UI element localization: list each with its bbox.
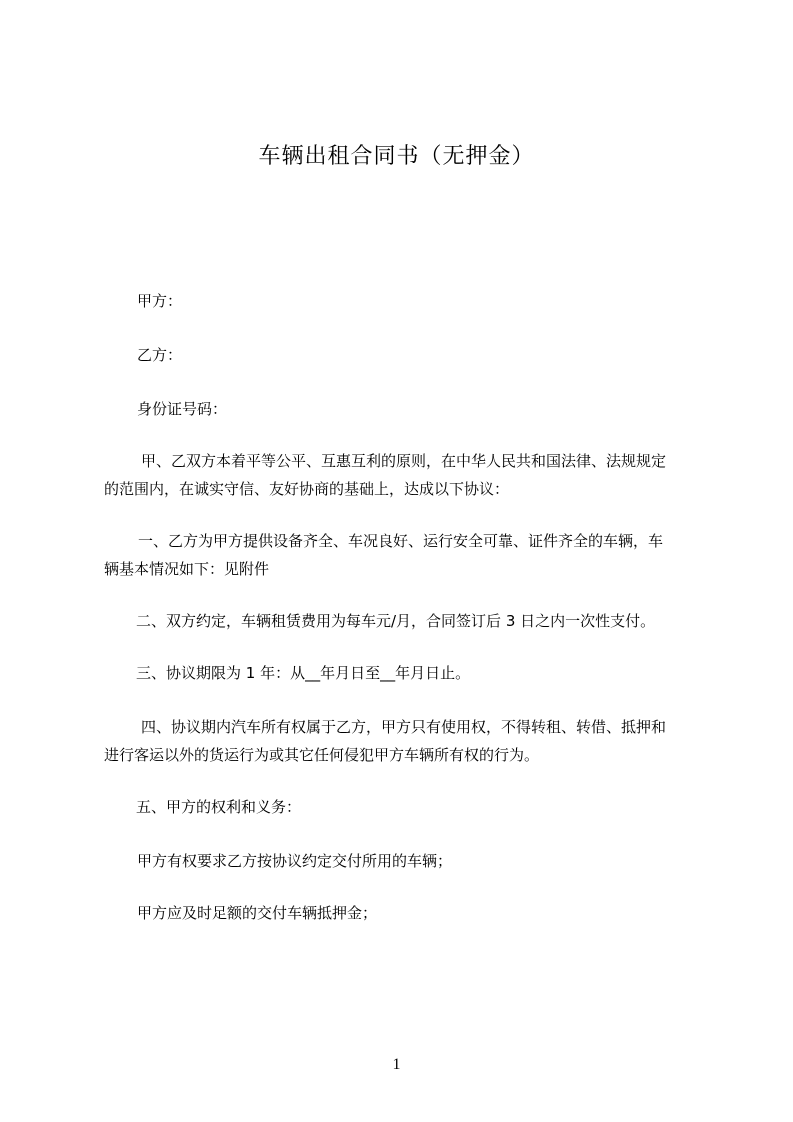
- clause-1-line-2: 辆基本情况如下：见附件: [104, 560, 270, 578]
- clause-5-heading: 五、甲方的权利和义务：: [136, 798, 302, 816]
- clause-4-line-2: 进行客运以外的货运行为或其它任何侵犯甲方车辆所有权的行为。: [104, 746, 540, 764]
- page-number: 1: [392, 1056, 401, 1073]
- clause-1-line-1: 一、乙方为甲方提供设备齐全、车况良好、运行安全可靠、证件齐全的车辆，车: [138, 532, 664, 550]
- preamble-line-1: 甲、乙双方本着平等公平、互惠互利的原则，在中华人民共和国法律、法规规定: [141, 452, 667, 470]
- id-number-label: 身份证号码：: [137, 400, 228, 418]
- clause-2: 二、双方约定，车辆租赁费用为每车元/月，合同签订后 3 日之内一次性支付。: [136, 612, 656, 630]
- document-title: 车辆出租合同书（无押金）: [258, 144, 535, 169]
- clause-5-item-2: 甲方应及时足额的交付车辆抵押金；: [137, 904, 378, 922]
- party-b-label: 乙方：: [137, 346, 183, 364]
- preamble-line-2: 的范围内，在诚实守信、友好协商的基础上，达成以下协议：: [104, 480, 510, 498]
- clause-3: 三、协议期限为 1 年：从__年月日至__年月日止。: [136, 664, 471, 682]
- party-a-label: 甲方：: [137, 292, 183, 310]
- clause-4-line-1: 四、协议期内汽车所有权属于乙方，甲方只有使用权，不得转租、转借、抵押和: [141, 718, 667, 736]
- clause-5-item-1: 甲方有权要求乙方按协议约定交付所用的车辆；: [137, 852, 453, 870]
